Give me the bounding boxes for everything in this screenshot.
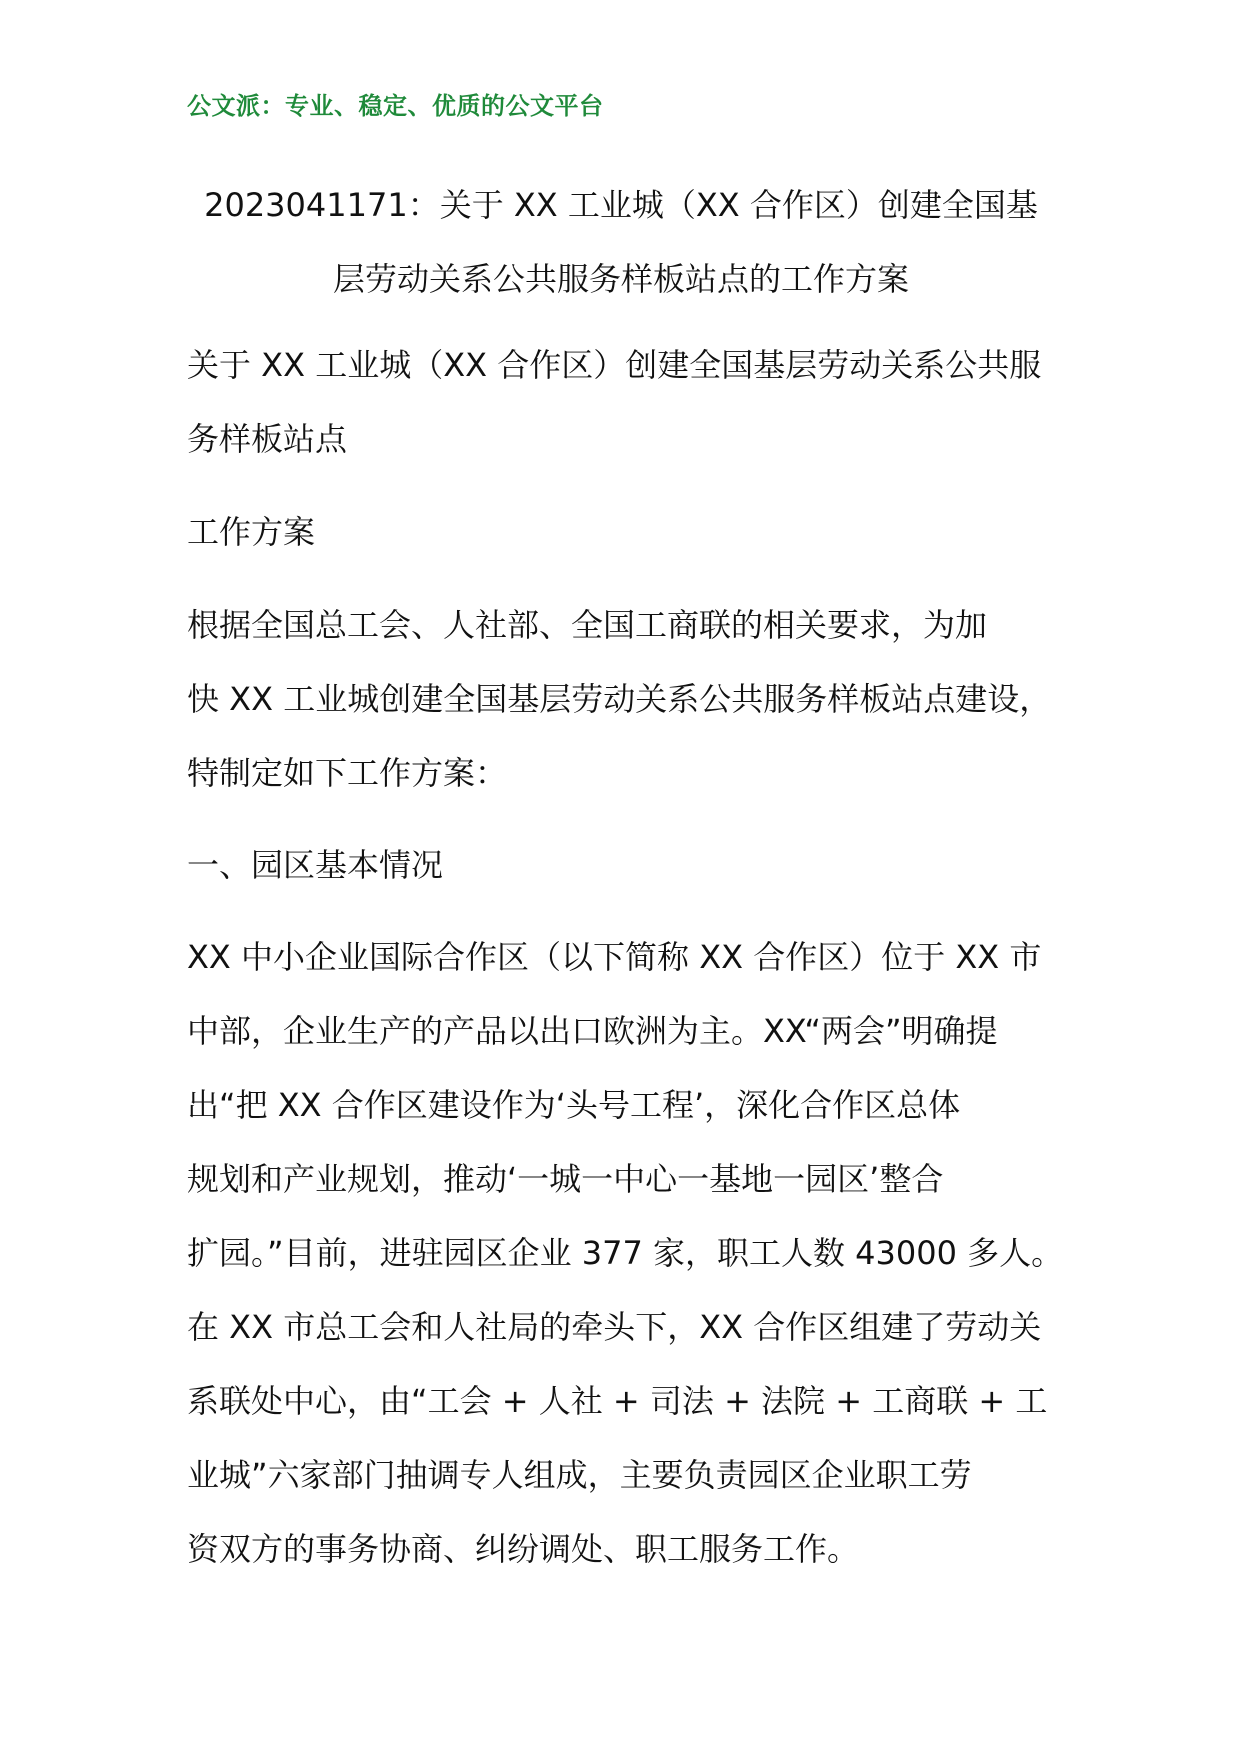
section-line: 在 XX 市总工会和人社局的牵头下，XX 合作区组建了劳动关 — [187, 1308, 1042, 1346]
intro-line: 快 XX 工业城创建全国基层劳动关系公共服务样板站点建设， — [187, 680, 1052, 718]
brand-header: 公文派：专业、稳定、优质的公文平台 — [187, 92, 604, 120]
section-line: 出“把 XX 合作区建设作为‘头号工程’，深化合作区总体 — [187, 1086, 961, 1124]
section-heading-text: 一、园区基本情况 — [187, 846, 444, 884]
document-title — [187, 168, 1055, 316]
intro-line: 根据全国总工会、人社部、全国工商联的相关要求，为加 — [187, 606, 988, 644]
title-line: 层劳动关系公共服务样板站点的工作方案 — [332, 260, 909, 298]
work-plan-label — [187, 495, 1087, 569]
title-line: 2023041171：关于 XX 工业城（XX 合作区）创建全国基 — [204, 186, 1038, 224]
section-line: 业城”六家部门抽调专人组成，主要负责园区企业职工劳 — [187, 1456, 972, 1494]
section-heading — [187, 828, 1087, 902]
subtitle-paragraph — [187, 328, 1087, 476]
intro-line: 特制定如下工作方案： — [187, 754, 508, 792]
section-paragraph — [187, 920, 1087, 1586]
section-line: XX 中小企业国际合作区（以下简称 XX 合作区）位于 XX 市 — [187, 938, 1042, 976]
label-text: 工作方案 — [187, 513, 316, 551]
section-line: 中部，企业生产的产品以出口欧洲为主。XX“两会”明确提 — [187, 1012, 998, 1050]
subtitle-line: 关于 XX 工业城（XX 合作区）创建全国基层劳动关系公共服 — [187, 346, 1042, 384]
subtitle-line: 务样板站点 — [187, 420, 348, 458]
intro-paragraph — [187, 588, 1087, 810]
section-line: 资双方的事务协商、纠纷调处、职工服务工作。 — [187, 1530, 860, 1568]
section-line: 规划和产业规划，推动‘一城一中心一基地一园区’整合 — [187, 1160, 944, 1198]
section-line: 系联处中心，由“工会 + 人社 + 司法 + 法院 + 工商联 + 工 — [187, 1382, 1048, 1420]
section-line: 扩园。”目前，进驻园区企业 377 家，职工人数 43000 多人。 — [187, 1234, 1064, 1272]
